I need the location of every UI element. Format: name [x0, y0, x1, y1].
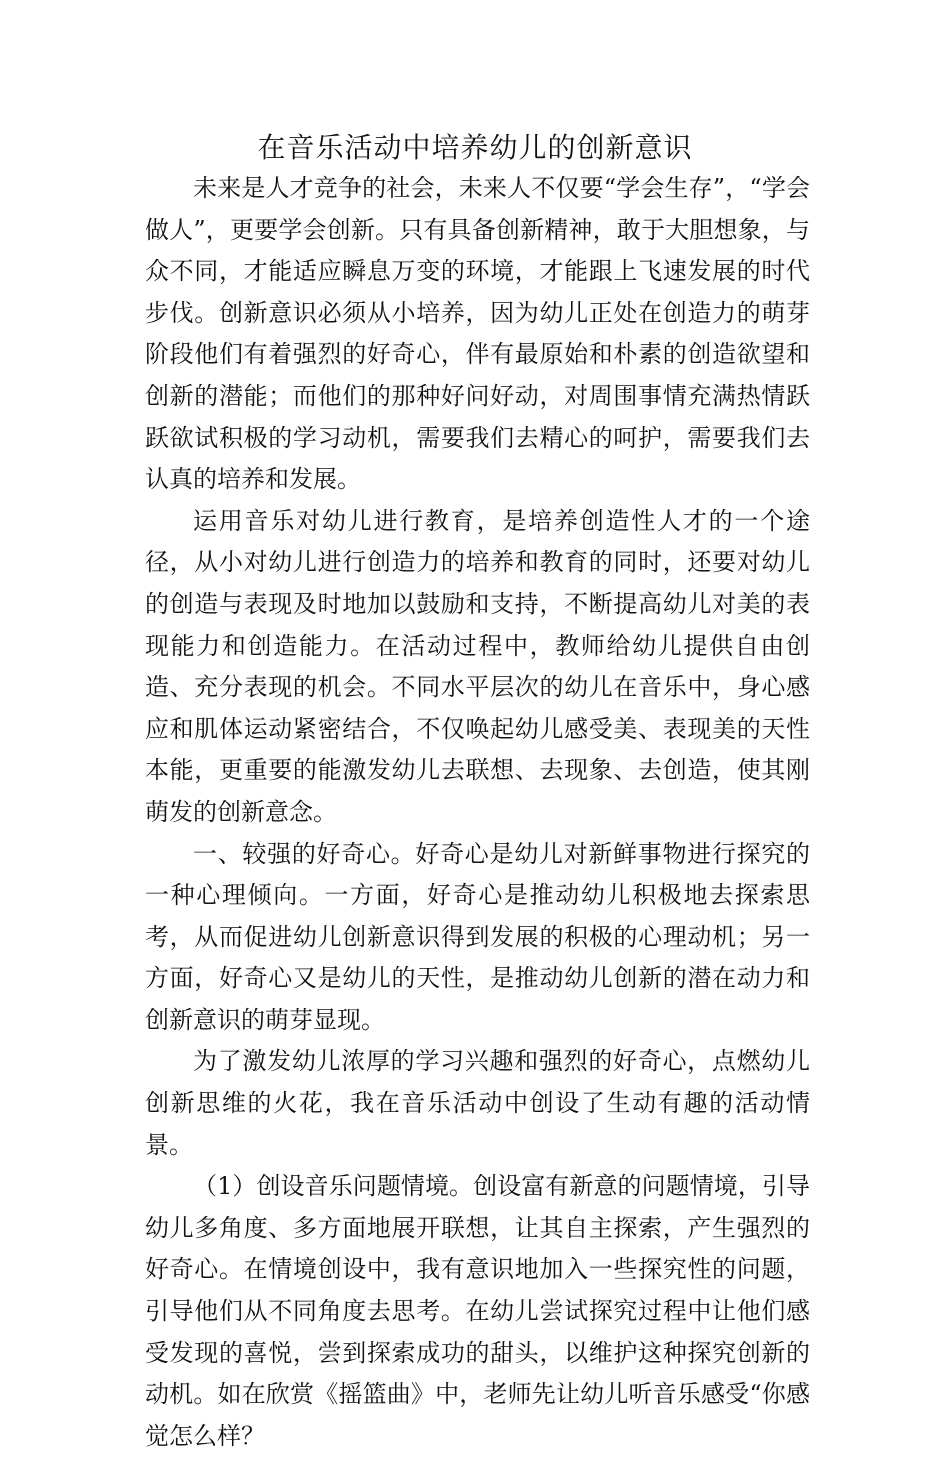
- paragraph-curiosity: 一、较强的好奇心。好奇心是幼儿对新鲜事物进行探究的一种心理倾向。一方面，好奇心是推动幼儿积极地去探索思考，从而促进幼儿创新意识得到发展的积极的心理动机；另一方面，好奇心又是幼儿的天性，是推动幼儿创新的潜在动力和创新意识的萌芽显现。: [145, 839, 810, 1034]
- document-body: [145, 168, 810, 1457]
- paragraph-intro: 未来是人才竞争的社会，未来人不仅要“学会生存”，“学会做人”，更要学会创新。只有具备创新精神，敢于大胆想象，与众不同，才能适应瞬息万变的环境，才能跟上飞速发展的时代步伐。创新意识必须从小培养，因为幼儿正处在创造力的萌芽阶段他们有着强烈的好奇心，伴有最原始和朴素的创造欲望和创新的潜能；而他们的那种好问好动，对周围事情充满热情跃跃欲试积极的学习动机，需要我们去精心的呵护，需要我们去认真的培养和发展。: [145, 174, 810, 494]
- paragraph-problem-situation: （1）创设音乐问题情境。创设富有新意的问题情境，引导幼儿多角度、多方面地展开联想，让其自主探索，产生强烈的好奇心。在情境创设中，我有意识地加入一些探究性的问题，引导他们从不同角度去思考。在幼儿尝试探究过程中让他们感受发现的喜悦，尝到探索成功的甜头，以维护这种探究创新的动机。如在欣赏《摇篮曲》中，老师先让幼儿听音乐感受“你感觉怎么样？: [145, 1172, 810, 1450]
- document-title: 在音乐活动中培养幼儿的创新意识: [257, 131, 693, 164]
- paragraph-interest: 为了激发幼儿浓厚的学习兴趣和强烈的好奇心，点燃幼儿创新思维的火花，我在音乐活动中创设了生动有趣的活动情景。: [145, 1047, 810, 1159]
- paragraph-music-education: 运用音乐对幼儿进行教育，是培养创造性人才的一个途径，从小对幼儿进行创造力的培养和教育的同时，还要对幼儿的创造与表现及时地加以鼓励和支持，不断提高幼儿对美的表现能力和创造能力。在活动过程中，教师给幼儿提供自由创造、充分表现的机会。不同水平层次的幼儿在音乐中，身心感应和肌体运动紧密结合，不仅唤起幼儿感受美、表现美的天性本能，更重要的能激发幼儿去联想、去现象、去创造，使其刚萌发的创新意念。: [145, 506, 810, 826]
